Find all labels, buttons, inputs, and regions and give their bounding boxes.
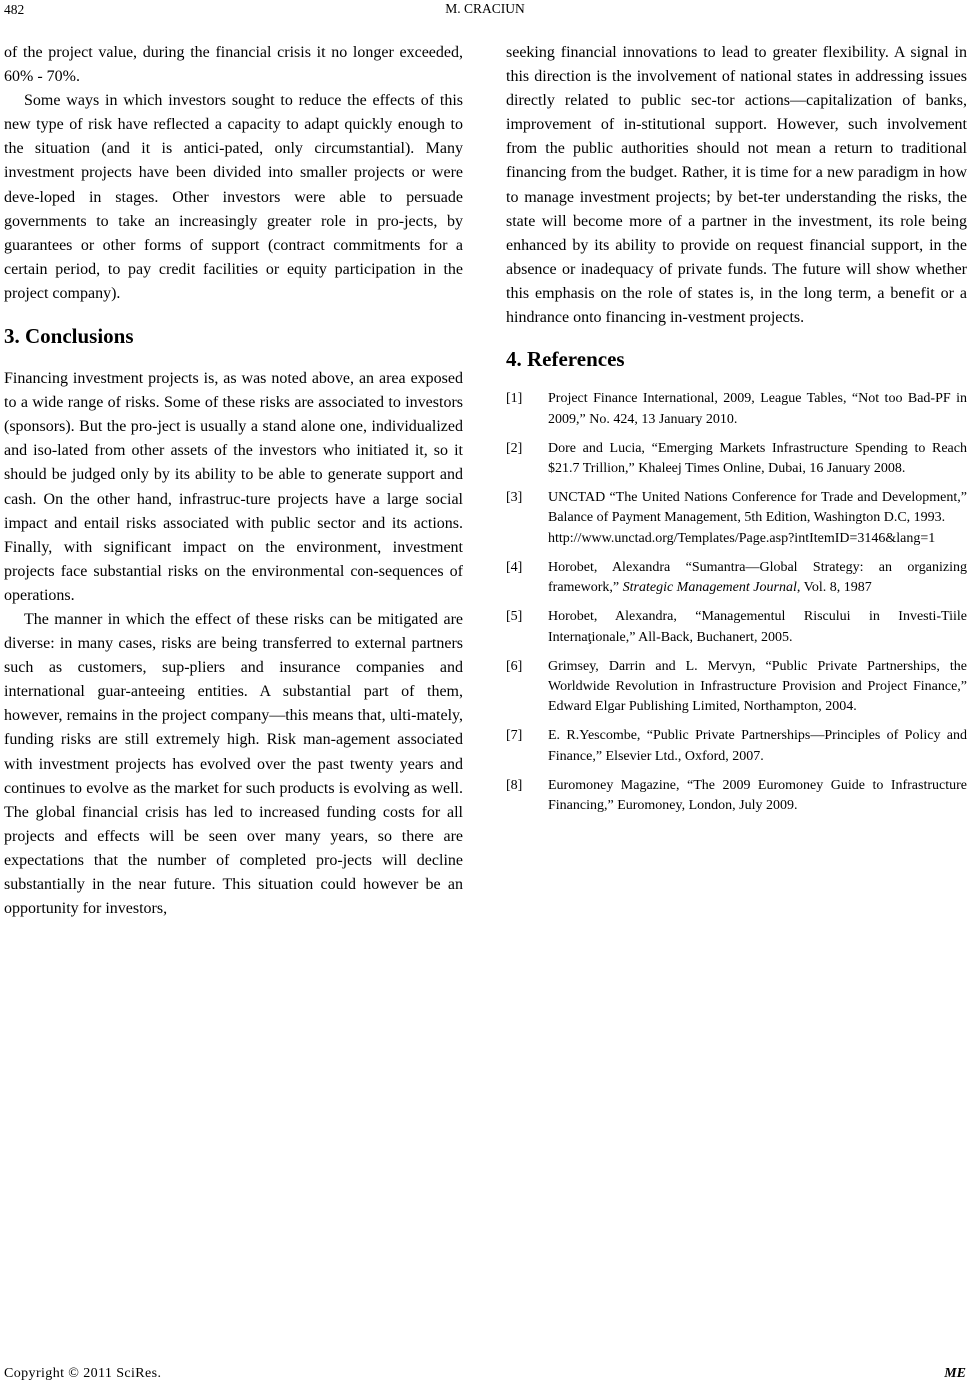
section-heading-conclusions: 3. Conclusions (4, 324, 134, 349)
reference-text: Grimsey, Darrin and L. Mervyn, “Public Private Partnerships, the Worldwide Revolution in Infrastructure Provision and Project Finance,” Edward Elgar Publishing Limited, Northampton, 2004. (548, 658, 967, 715)
reference-item (506, 607, 967, 648)
reference-text: Euromoney Magazine, “The 2009 Euromoney Guide to Infrastructure Financing,” Euromoney, London, July 2009. (548, 777, 967, 814)
reference-text: Horobet, Alexandra, “Managementul Riscului in Investi-Tiile Internaţionale,” All-Back, Buchanert, 2005. (548, 609, 967, 645)
reference-item (506, 726, 967, 767)
page-header (0, 0, 970, 22)
reference-url[interactable]: http://www.unctad.org/Templates/Page.asp?intItemID=3146&lang=1 (548, 530, 936, 546)
reference-number: [4] (506, 559, 523, 575)
reference-text: E. R.Yescombe, “Public Private Partnerships—Principles of Policy and Finance,” Elsevier Ltd., Oxford, 2007. (548, 728, 967, 764)
paragraph: The manner in which the effect of these risks can be mitigated are diverse: in many cases, risks are being transferred to external partners such as customers, sup-pliers and insurance companies and international guar-anteeing entities. A substantial part of them, however, remains in the project company—this means that, ulti-mately, funding risks are still extremely high. Risk man-agement associated with investment projects has evolved over the past twenty years and continues to evolve as the market for such products is evolving as well. The global financial crisis has led to increased funding costs for all projects and effects will be seen over many years, so there are expectations that the number of completed pro-jects will decline substantially in the near future. This situation could however be an opportunity for investors, (4, 610, 463, 918)
reference-text: , Vol. 8, 1987 (796, 580, 872, 596)
reference-number: [2] (506, 440, 523, 456)
page-number: 482 (4, 2, 25, 17)
reference-text-block (548, 488, 967, 549)
reference-number: [7] (506, 728, 523, 744)
reference-number: [3] (506, 489, 523, 505)
right-column (506, 41, 967, 825)
paragraph: Some ways in which investors sought to reduce the effects of this new type of risk have reflected a capacity to adapt quickly enough to the situation (and it is antici-pated, only circumstantial). Many investment projects have been divided into smaller projects or were deve-loped in stages. Other investors were able to persuade governments to take an increasingly greater role in pro-jects, by guarantees or other forms of support (contract commitments for a certain period, to pay credit facilities or equity participation in the project company). (4, 92, 463, 302)
paragraph: of the project value, during the financial crisis it no longer exceeded, 60% - 70%. (4, 44, 463, 86)
reference-text: Project Finance International, 2009, League Tables, “Not too Bad-PF in 2009,” No. 424, 13 January 2010. (548, 391, 967, 427)
paragraph: Financing investment projects is, as was noted above, an area exposed to a wide range of risks. Some of these risks are associated to investors (sponsors). But the pro-ject is usually a stand alone one, individualized and iso-lated from other assets of the investors who initiated it, so it should be judged only by its ability to be able to generate support and cash. On the other hand, infrastruc-ture projects have a large social impact and entail risks associated with public sector and its actions. Finally, with significant impact on the environment, investment projects face substantial risks on the environmental con-sequences of operations. (4, 370, 463, 604)
reference-text-block (548, 558, 967, 599)
reference-item (506, 558, 967, 599)
reference-item (506, 488, 967, 549)
paragraph: seeking financial innovations to lead to greater flexibility. A signal in this direction is the involvement of national states in addressing issues directly related to public sec-tor actions—capitalization of banks, improvement of in-stitutional support. However, such involvement from the public authorities should not mean a return to traditional financing from the budget. Rather, it is time for a new paradigm in how to manage investment projects; by bet-ter understanding the risks, the state will become more of a partner in the investment, its role being enhanced by its ability to provide on request financial support, in the absence or inadequacy of private funds. The future will show whether this emphasis on the role of states is, in the long term, a benefit or a hindrance onto financing in-vestment projects. (506, 44, 967, 327)
reference-number: [5] (506, 609, 523, 625)
copyright-notice: Copyright © 2011 SciRes. (4, 1366, 162, 1381)
reference-text: Horobet, Alexandra “Sumantra—Global Strategy: an organizing framework,” (548, 559, 967, 596)
journal-title: Strategic Management Journal (622, 580, 797, 596)
reference-text: Dore and Lucia, “Emerging Markets Infrastructure Spending to Reach $21.7 Trillion,” Khaleej Times Online, Dubai, 16 January 2008. (548, 440, 967, 476)
left-column (4, 41, 463, 921)
reference-item (506, 439, 967, 480)
reference-text: UNCTAD “The United Nations Conference for Trade and Development,” Balance of Payment Management, 5th Edition, Washington D.C, 1993. (548, 489, 967, 526)
section-heading-references: 4. References (506, 347, 625, 372)
reference-item (506, 657, 967, 718)
reference-number: [6] (506, 658, 523, 674)
reference-number: [8] (506, 777, 523, 793)
reference-item (506, 776, 967, 817)
reference-item (506, 389, 967, 430)
journal-abbreviation: ME (944, 1366, 966, 1381)
reference-number: [1] (506, 391, 523, 407)
running-head-author: M. CRACIUN (445, 1, 525, 16)
reference-list (506, 389, 967, 816)
